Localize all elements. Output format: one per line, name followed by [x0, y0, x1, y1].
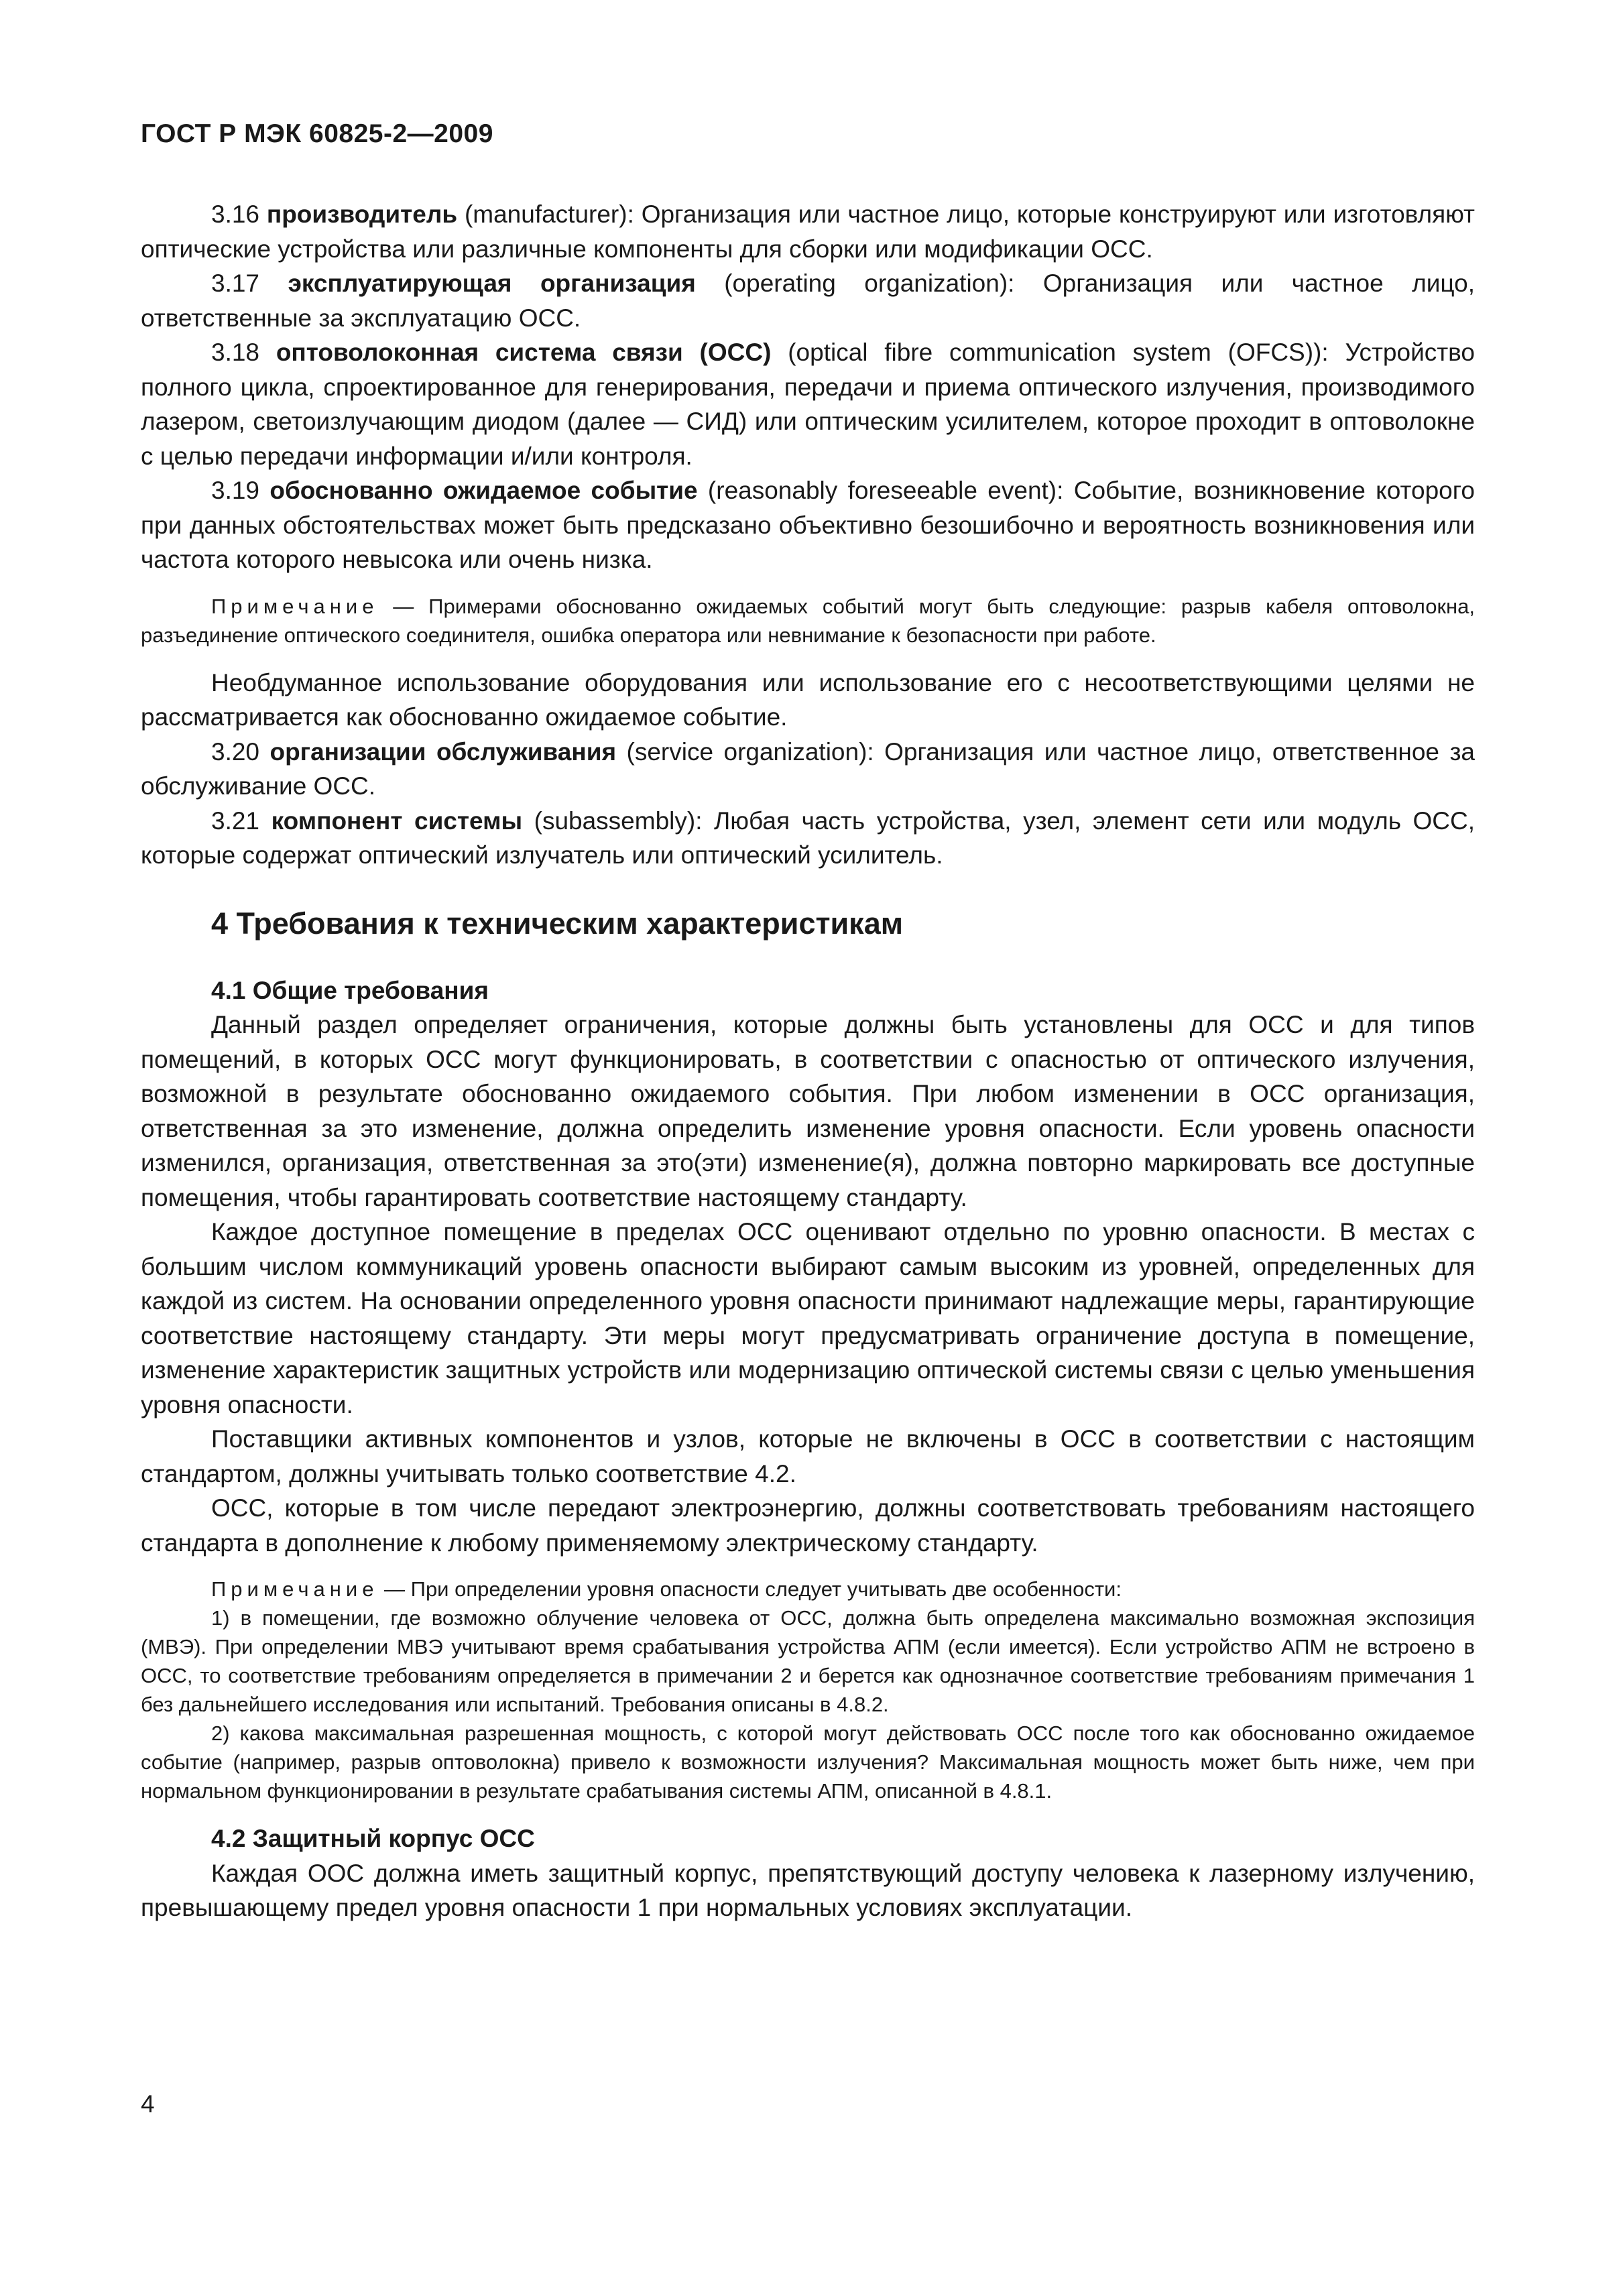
definition-term: организации обслуживания — [269, 737, 617, 766]
paragraph: Данный раздел определяет ограничения, которые должны быть установлены для ОСС и для типов помещений, в которых ОСС могут функционировать, в соответствии с опасностью от оптического излучения, возможной в результате обоснованно ожидаемого события. При любом изменении в ОСС организация, ответственная за это изменение, должна определить изменение уровня опасности. Если уровень опасности изменился, организация, ответственная за это(эти) изменение(я), должна повторно маркировать все доступные помещения, чтобы гарантировать соответствие настоящему стандарту. — [141, 1011, 1475, 1211]
definition-term: оптоволоконная система связи (ОСС) — [276, 339, 772, 366]
definition-text: (operating organization): Организация или частное лицо, ответственные за эксплуатацию ОСС. — [141, 269, 1475, 332]
paragraph: ОСС, которые в том числе передают электроэнергию, должны соответствовать требованиям настоящего стандарта в дополнение к любому применяемому электрическому стандарту. — [141, 1494, 1475, 1557]
note-block — [141, 592, 1475, 650]
note-block — [141, 1575, 1475, 1604]
definition-3-18 — [141, 335, 1475, 473]
subsection-title: 4.1 Общие требования — [211, 976, 489, 1004]
paragraph: Поставщики активных компонентов и узлов, которые не включены в ОСС в соответствии с настоящим стандартом, должны учитывать только соответствие 4.2. — [141, 1425, 1475, 1488]
paragraph: Каждое доступное помещение в пределах ОСС оценивают отдельно по уровню опасности. В местах с большим числом коммуникаций уровень опасности выбирают самым высоким из уровней, определенных для каждой из систем. На основании определенного уровня опасности принимают надлежащие меры, гарантирующие соответствие настоящему стандарту. Эти меры могут предусматривать ограничение доступа в помещение, изменение характеристик защитных устройств или модернизацию оптической системы связи с целью уменьшения уровня опасности. — [141, 1218, 1475, 1418]
section-title: 4 Требования к техническим характеристикам — [211, 906, 904, 941]
definition-number: 3.20 — [211, 737, 260, 766]
definition-text: (optical fibre communication system (OFCS)): Устройство полного цикла, спроектированное для генерирования, передачи и приема оптического излучения, производимого лазером, светоизлучающим диодом (далее — СИД) или оптическим усилителем, которое проходит в оптоволокне с целью передачи информации и/или контроля. — [141, 339, 1476, 470]
note-text: — При определении уровня опасности следует учитывать две особенности: — [378, 1577, 1122, 1601]
definition-3-21 — [141, 804, 1475, 873]
definition-text: (manufacturer): Организация или частное лицо, которые конструируют или изготовляют оптические устройства или различные компоненты для сборки или модификации ОСС. — [141, 200, 1475, 263]
note-label: Примечание — [211, 1577, 379, 1601]
definition-term: эксплуатирующая организация — [288, 269, 696, 297]
definition-text: (subassembly): Любая часть устройства, узел, элемент сети или модуль ОСС, которые содержат оптический излучатель или оптический усилитель. — [141, 806, 1476, 869]
definition-text: (service organization): Организация или частное лицо, ответственное за обслуживание ОСС. — [141, 737, 1475, 800]
paragraph: Каждая ООС должна иметь защитный корпус, препятствующий доступу человека к лазерному излучению, превышающему предел уровня опасности 1 при нормальных условиях эксплуатации. — [141, 1859, 1475, 1921]
definition-number: 3.17 — [211, 269, 260, 297]
note-label: Примечание — [211, 594, 379, 618]
document-page — [141, 119, 1475, 1925]
definition-3-19 — [141, 473, 1475, 577]
document-header: ГОСТ Р МЭК 60825-2—2009 — [141, 119, 493, 148]
paragraph: Необдуманное использование оборудования или использование его с несоответствующими целями не рассматривается как обоснованно ожидаемое событие. — [141, 668, 1475, 731]
definition-term: производитель — [266, 200, 458, 228]
definition-number: 3.21 — [211, 806, 260, 835]
definition-3-17 — [141, 266, 1475, 335]
definition-text: (reasonably foreseeable event): Событие, возникновение которого при данных обстоятельствах может быть предсказано объективно безошибочно и вероятность возникновения или частота которого невысока или очень низка. — [141, 477, 1475, 573]
definition-term: обоснованно ожидаемое событие — [269, 477, 698, 504]
note-item: 2) какова максимальная разрешенная мощность, с которой могут действовать ОСС после того как обоснованно ожидаемое событие (например, разрыв оптоволокна) привело к возможности излучения? Максимальная мощность может быть ниже, чем при нормальном функционировании в результате срабатывания системы АПМ, описанной в 4.8.1. — [141, 1721, 1475, 1803]
definition-term: компонент системы — [271, 806, 523, 835]
note-item: 1) в помещении, где возможно облучение человека от ОСС, должна быть определена максимально возможная экспозиция (МВЭ). При определении МВЭ учитывают время срабатывания устройства АПМ (если имеется). Если устройство АПМ не встроено в ОСС, то соответствие требованиям определяется в примечании 2 и берется как однозначное соответствие требованиям примечания 1 без дальнейшего исследования или испытаний. Требования описаны в 4.8.2. — [141, 1606, 1475, 1716]
definition-number: 3.18 — [211, 339, 260, 366]
definition-3-16 — [141, 197, 1475, 266]
definition-3-20 — [141, 735, 1475, 804]
definition-number: 3.19 — [211, 477, 260, 504]
note-text: — Примерами обоснованно ожидаемых событий могут быть следующие: разрыв кабеля оптоволокна, разъединение оптического соединителя, ошибка оператора или невнимание к безопасности при работе. — [141, 594, 1475, 647]
definition-number: 3.16 — [211, 200, 260, 228]
subsection-title: 4.2 Защитный корпус ОСС — [211, 1825, 535, 1852]
page-number: 4 — [141, 2090, 155, 2118]
